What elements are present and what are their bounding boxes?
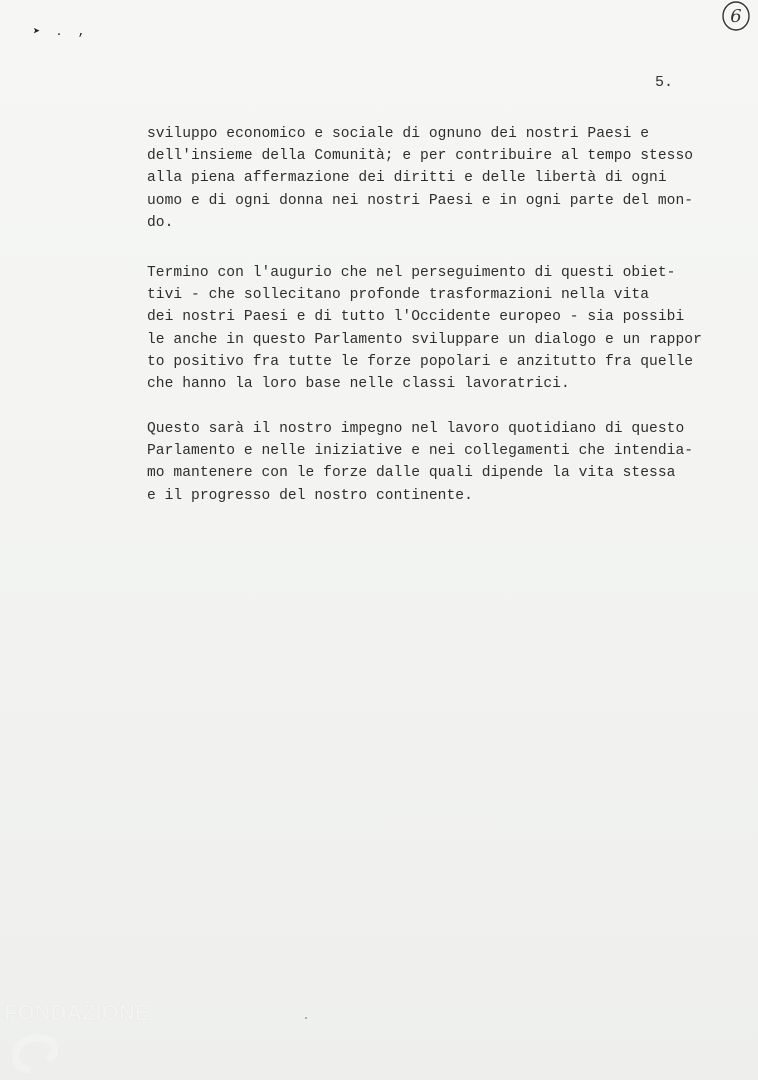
paragraph-line: Termino con l'augurio che nel perseguimento di questi obiet- (147, 265, 676, 281)
paragraph-line: tivi - che sollecitano profonde trasformazioni nella vita (147, 287, 650, 304)
paragraph-line: Questo sarà il nostro impegno nel lavoro quotidiano di questo (147, 421, 685, 437)
paragraph-2 (147, 262, 737, 395)
paragraph-line: dell'insieme della Comunità; e per contribuire al tempo stesso (147, 148, 694, 165)
paragraph-line: to positivo fra tutte le forze popolari e anzitutto fra quelle (147, 353, 694, 370)
paragraph-line: Parlamento e nelle iniziative e nei collegamenti che intendia- (147, 443, 694, 460)
paragraph-3 (147, 418, 737, 507)
paragraph-line: alla piena affermazione dei diritti e delle libertà di ogni (147, 170, 667, 187)
foundation-watermark (0, 990, 150, 1080)
paragraph-line: e il progresso del nostro continente. (147, 487, 473, 504)
paper-speck (305, 1017, 307, 1019)
paragraph-line: mo mantenere con le forze dalle quali dipende la vita stessa (147, 465, 676, 482)
handwritten-page-digit: 6 (730, 6, 742, 27)
paragraph-line: dei nostri Paesi e di tutto l'Occidente europeo - sia possibi (147, 309, 685, 326)
paragraph-line: do. (147, 214, 174, 231)
paragraph-1 (147, 123, 737, 234)
paragraph-line: le anche in questo Parlamento sviluppare un dialogo e un rappor (147, 331, 702, 348)
handwritten-page-number (719, 0, 753, 34)
paragraph-line: sviluppo economico e sociale di ognuno dei nostri Paesi e (147, 126, 650, 142)
page-number: 5. (655, 74, 674, 91)
watermark-text: FONDAZIONE (4, 1000, 150, 1025)
paragraph-line: uomo e di ogni donna nei nostri Paesi e in ogni parte del mon- (147, 192, 694, 209)
paragraph-line: che hanno la loro base nelle classi lavoratrici. (147, 375, 570, 392)
corner-marks: ➤ . , (33, 25, 90, 39)
